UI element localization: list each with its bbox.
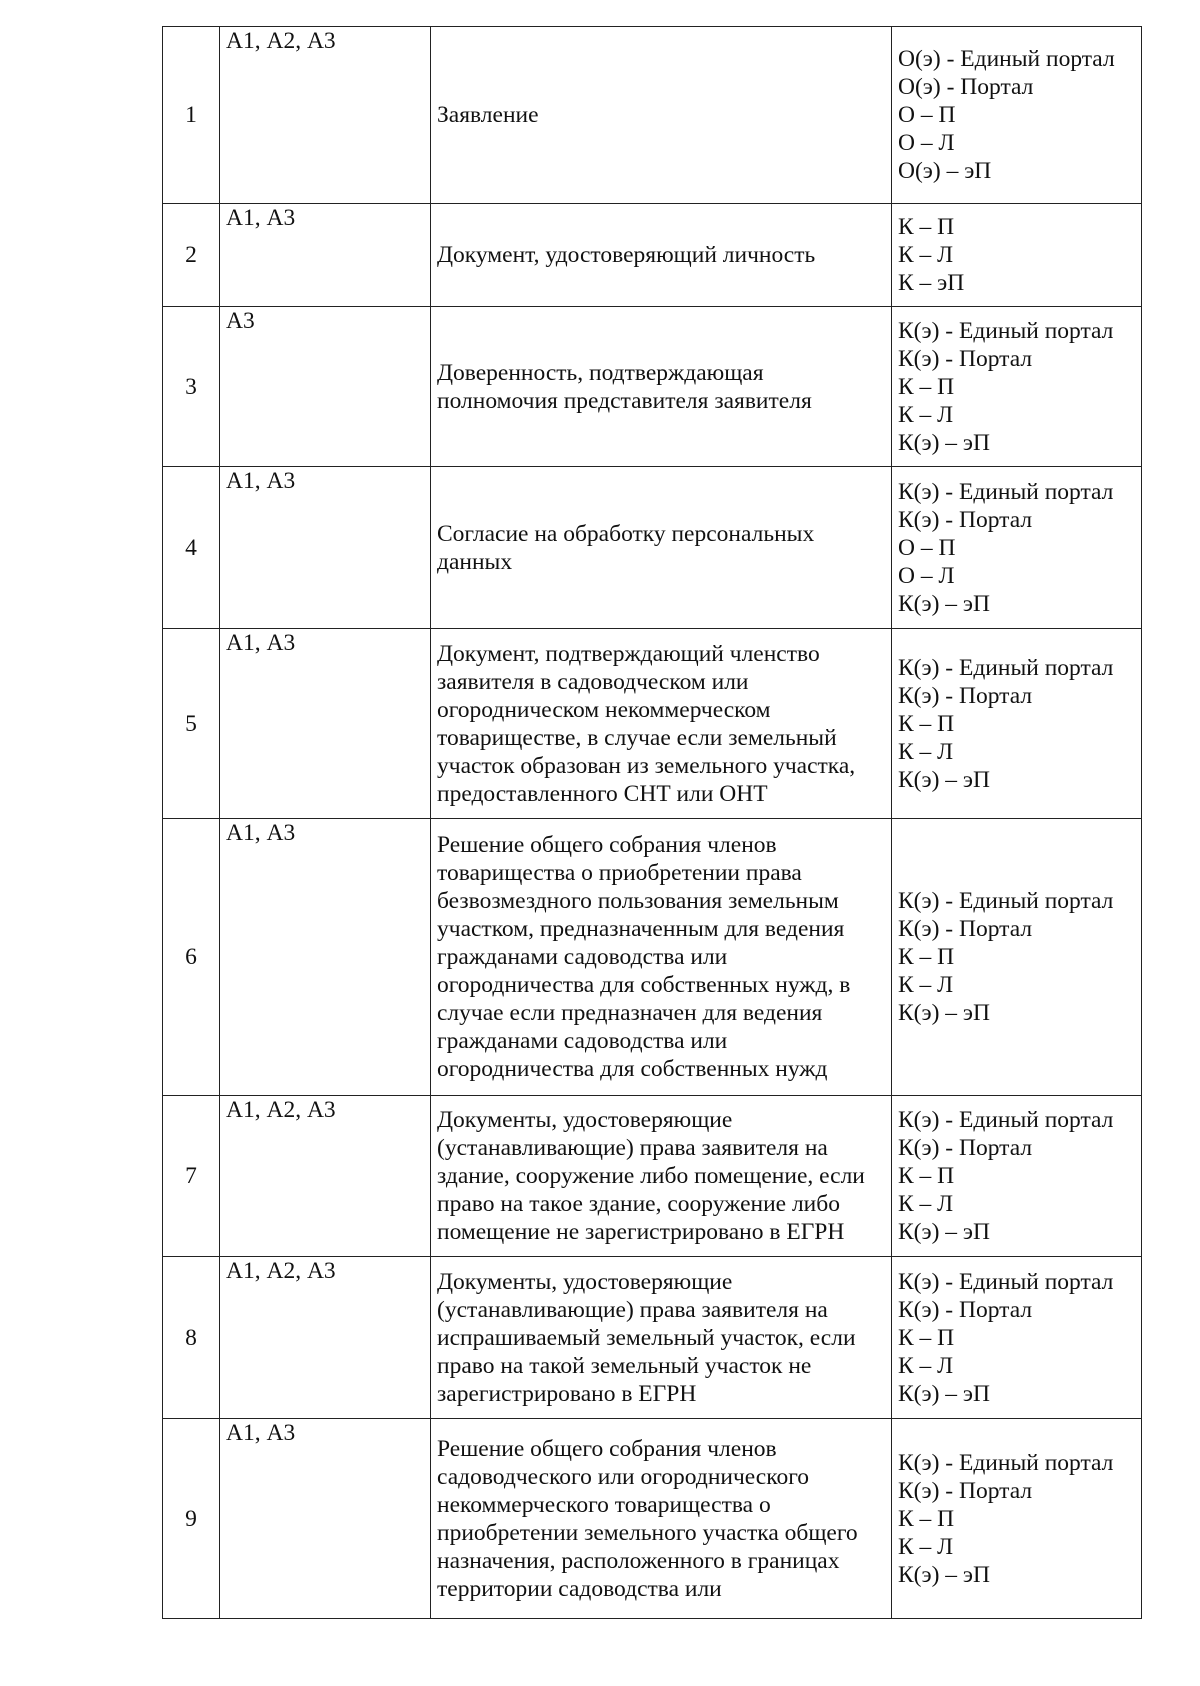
document-name-line: участок образован из земельного участка, bbox=[437, 752, 856, 779]
document-name bbox=[431, 819, 892, 1096]
form-item: К – П bbox=[898, 1505, 955, 1532]
form-item: К – Л bbox=[898, 1191, 954, 1217]
submission-forms bbox=[892, 819, 1142, 1096]
form-item: О – Л bbox=[898, 562, 955, 589]
form-item: К(э) - Единый портал bbox=[898, 1449, 1114, 1476]
form-item: К(э) - Портал bbox=[898, 1296, 1033, 1323]
row-number: 8 bbox=[163, 1257, 220, 1419]
document-name-line: Согласие на обработку персональных bbox=[437, 520, 815, 547]
submission-forms bbox=[892, 27, 1142, 204]
row-number: 2 bbox=[163, 204, 220, 307]
form-item: К – П bbox=[898, 214, 955, 240]
table-row bbox=[163, 1419, 1142, 1619]
form-item: К – Л bbox=[898, 401, 954, 428]
form-item: К – П bbox=[898, 710, 955, 737]
form-item: К(э) – эП bbox=[898, 766, 990, 793]
form-item: К – Л bbox=[898, 1533, 954, 1560]
form-item: К(э) - Портал bbox=[898, 916, 1033, 942]
form-item: К – П bbox=[898, 1163, 955, 1189]
document-name-line: безвозмездного пользования земельным bbox=[437, 888, 839, 914]
form-item: О – П bbox=[898, 534, 956, 561]
document-name-line: Решение общего собрания членов bbox=[437, 1435, 777, 1462]
applicant-categories: А1, А3 bbox=[220, 467, 431, 629]
document-name-line: огородничества для собственных нужд bbox=[437, 1056, 828, 1082]
form-item: К(э) - Единый портал bbox=[898, 317, 1114, 344]
form-item: О(э) – эП bbox=[898, 158, 992, 184]
document-name-line: садоводческого или огороднического bbox=[437, 1463, 810, 1490]
table-row bbox=[163, 204, 1142, 307]
document-name bbox=[431, 1257, 892, 1419]
form-item: К – Л bbox=[898, 972, 954, 998]
applicant-categories: А1, А3 bbox=[220, 819, 431, 1096]
form-item: К – П bbox=[898, 1324, 955, 1351]
applicant-categories: А1, А2, А3 bbox=[220, 27, 431, 204]
document-name-line: (устанавливающие) права заявителя на bbox=[437, 1296, 828, 1323]
document-name-line: Решение общего собрания членов bbox=[437, 832, 777, 858]
form-item: К(э) - Портал bbox=[898, 506, 1033, 533]
document-name bbox=[431, 307, 892, 467]
table-row bbox=[163, 819, 1142, 1096]
form-item: О – П bbox=[898, 102, 956, 128]
table-row bbox=[163, 27, 1142, 204]
form-item: К(э) – эП bbox=[898, 1380, 990, 1407]
form-item: К(э) – эП bbox=[898, 1219, 990, 1245]
form-item: К – Л bbox=[898, 242, 954, 268]
form-item: О(э) - Портал bbox=[898, 74, 1034, 100]
form-item: К – эП bbox=[898, 270, 965, 296]
form-item: К(э) - Единый портал bbox=[898, 478, 1114, 505]
submission-forms bbox=[892, 467, 1142, 629]
form-item: К – Л bbox=[898, 1352, 954, 1379]
form-item: К(э) - Портал bbox=[898, 1477, 1033, 1504]
submission-forms bbox=[892, 204, 1142, 307]
applicant-categories: А1, А2, А3 bbox=[220, 1096, 431, 1257]
form-item: К(э) – эП bbox=[898, 429, 990, 456]
document-name-line: данных bbox=[437, 548, 513, 575]
row-number: 5 bbox=[163, 629, 220, 819]
documents-table bbox=[162, 26, 1142, 1619]
table-row bbox=[163, 629, 1142, 819]
document-name bbox=[431, 1419, 892, 1619]
document-name-line: право на такой земельный участок не bbox=[437, 1352, 812, 1379]
document-name-line: приобретении земельного участка общего bbox=[437, 1519, 858, 1546]
document-name-line: здание, сооружение либо помещение, если bbox=[437, 1163, 865, 1189]
document-name bbox=[431, 1096, 892, 1257]
document-name-line: гражданами садоводства или bbox=[437, 944, 728, 970]
document-name-line: (устанавливающие) права заявителя на bbox=[437, 1135, 828, 1161]
applicant-categories: А1, А2, А3 bbox=[220, 1257, 431, 1419]
form-item: О – Л bbox=[898, 130, 955, 156]
form-item: К(э) - Единый портал bbox=[898, 888, 1114, 914]
table-row bbox=[163, 1257, 1142, 1419]
document-name-line: помещение не зарегистрировано в ЕГРН bbox=[437, 1219, 845, 1245]
submission-forms bbox=[892, 1257, 1142, 1419]
document-name-line: назначения, расположенного в границах bbox=[437, 1547, 840, 1574]
document-name-line: территории садоводства или bbox=[437, 1575, 722, 1602]
row-number: 4 bbox=[163, 467, 220, 629]
form-item: К(э) - Единый портал bbox=[898, 1107, 1114, 1133]
form-item: К(э) - Портал bbox=[898, 1135, 1033, 1161]
applicant-categories: А1, А3 bbox=[220, 1419, 431, 1619]
document-name bbox=[431, 204, 892, 307]
form-item: К – П bbox=[898, 944, 955, 970]
form-item: К(э) - Единый портал bbox=[898, 1268, 1114, 1295]
document-name-line: товариществе, в случае если земельный bbox=[437, 724, 837, 751]
form-item: К(э) - Портал bbox=[898, 345, 1033, 372]
document-name-line: Документы, удостоверяющие bbox=[437, 1268, 733, 1295]
row-number: 6 bbox=[163, 819, 220, 1096]
row-number: 1 bbox=[163, 27, 220, 204]
applicant-categories: А3 bbox=[220, 307, 431, 467]
submission-forms bbox=[892, 1096, 1142, 1257]
document-name-line: зарегистрировано в ЕГРН bbox=[437, 1380, 697, 1407]
form-item: К(э) – эП bbox=[898, 1561, 990, 1588]
document-name bbox=[431, 467, 892, 629]
form-item: К(э) - Портал bbox=[898, 682, 1033, 709]
document-name-line: испрашиваемый земельный участок, если bbox=[437, 1324, 856, 1351]
document-name bbox=[431, 27, 892, 204]
document-name bbox=[431, 629, 892, 819]
document-name-line: участком, предназначенным для ведения bbox=[437, 916, 845, 942]
applicant-categories: А1, А3 bbox=[220, 204, 431, 307]
table-row bbox=[163, 467, 1142, 629]
document-name-line: Доверенность, подтверждающая bbox=[437, 359, 764, 386]
table-row bbox=[163, 1096, 1142, 1257]
document-name-line: Документ, удостоверяющий личность bbox=[437, 242, 816, 268]
document-name-line: Заявление bbox=[437, 102, 539, 128]
submission-forms bbox=[892, 1419, 1142, 1619]
form-item: К – П bbox=[898, 373, 955, 400]
form-item: К(э) – эП bbox=[898, 1000, 990, 1026]
document-name-line: огородничества для собственных нужд, в bbox=[437, 972, 851, 998]
document-name-line: огородническом некоммерческом bbox=[437, 696, 771, 723]
row-number: 9 bbox=[163, 1419, 220, 1619]
document-name-line: предоставленного СНТ или ОНТ bbox=[437, 780, 768, 807]
document-name-line: товарищества о приобретении права bbox=[437, 860, 802, 886]
submission-forms bbox=[892, 629, 1142, 819]
form-item: О(э) - Единый портал bbox=[898, 46, 1115, 72]
document-name-line: право на такое здание, сооружение либо bbox=[437, 1191, 840, 1217]
document-name-line: полномочия представителя заявителя bbox=[437, 387, 812, 414]
document-name-line: Документы, удостоверяющие bbox=[437, 1107, 733, 1133]
submission-forms bbox=[892, 307, 1142, 467]
form-item: К – Л bbox=[898, 738, 954, 765]
document-name-line: заявителя в садоводческом или bbox=[437, 668, 749, 695]
applicant-categories: А1, А3 bbox=[220, 629, 431, 819]
row-number: 3 bbox=[163, 307, 220, 467]
form-item: К(э) – эП bbox=[898, 590, 990, 617]
row-number: 7 bbox=[163, 1096, 220, 1257]
table-row bbox=[163, 307, 1142, 467]
document-name-line: случае если предназначен для ведения bbox=[437, 1000, 823, 1026]
document-name-line: некоммерческого товарищества о bbox=[437, 1491, 771, 1518]
document-name-line: Документ, подтверждающий членство bbox=[437, 640, 820, 667]
document-name-line: гражданами садоводства или bbox=[437, 1028, 728, 1054]
form-item: К(э) - Единый портал bbox=[898, 654, 1114, 681]
